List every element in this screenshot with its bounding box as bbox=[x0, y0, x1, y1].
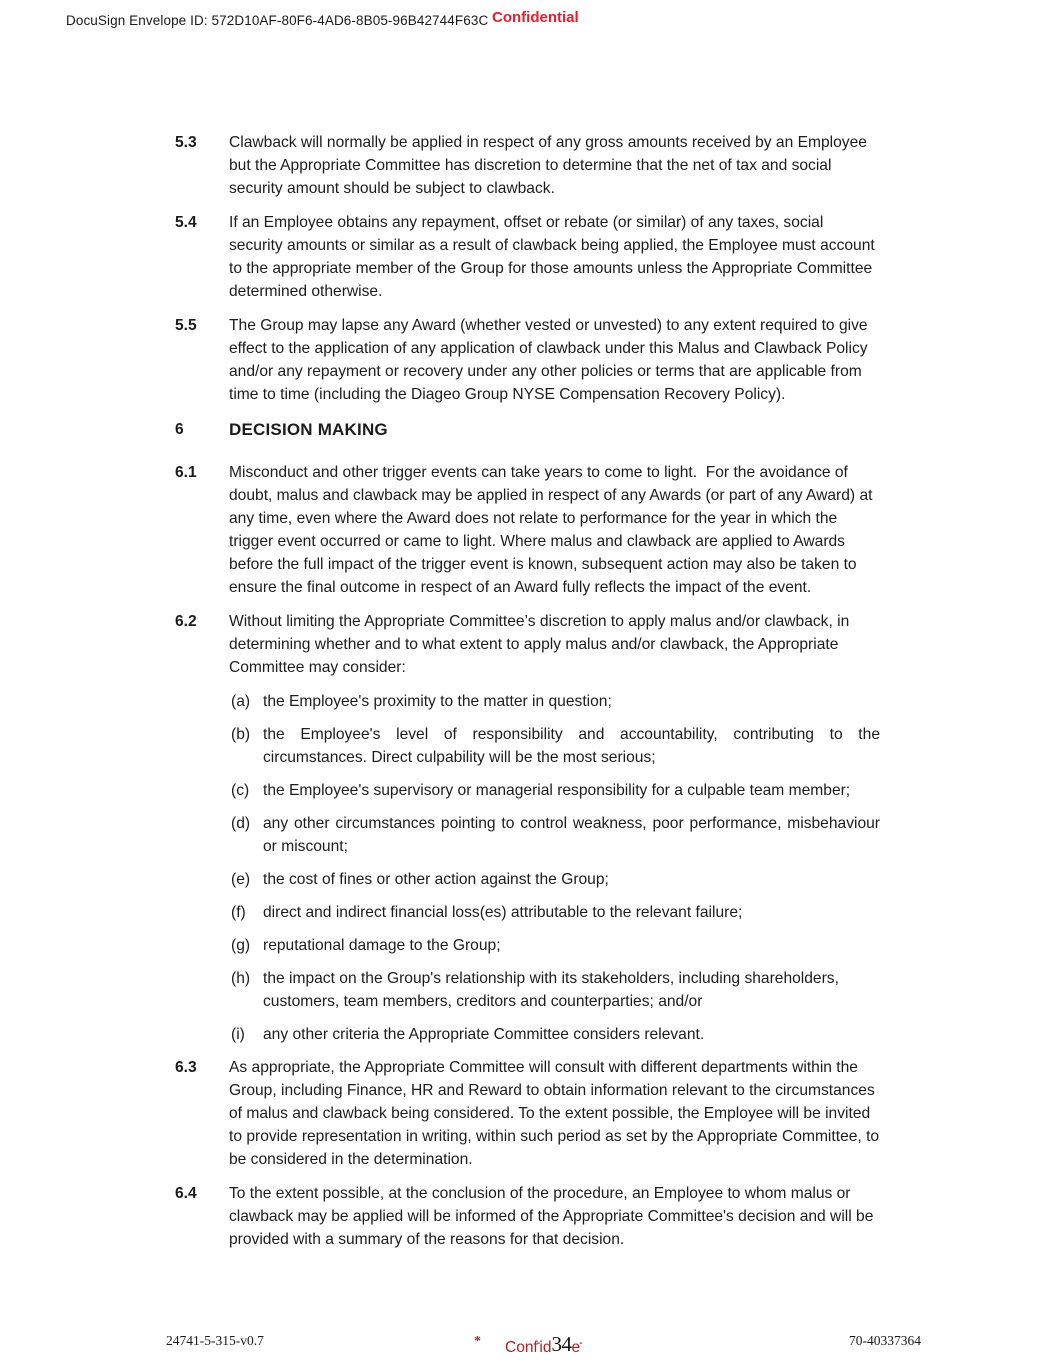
list-item-text: reputational damage to the Group; bbox=[263, 937, 501, 954]
footer-stamp-dash2: - bbox=[579, 1337, 583, 1349]
section-5-4 bbox=[175, 211, 880, 303]
section-text: Clawback will normally be applied in respect of any gross amounts received by an Employee but the Appropriate Committee has discretion to determine that the net of tax and social security amount should be subject to clawback. bbox=[229, 134, 867, 197]
list-item-text: the Employee's level of responsibility and accountability, contributing to the circumstances. Direct culpability will be the most serious; bbox=[263, 726, 880, 766]
list-item-text: any other circumstances pointing to control weakness, poor performance, misbehaviour or miscount; bbox=[263, 815, 880, 855]
section-6-1 bbox=[175, 461, 880, 599]
list-item-text: direct and indirect financial loss(es) attributable to the relevant failure; bbox=[263, 904, 743, 921]
section-number: 6.1 bbox=[175, 464, 197, 481]
section-6-3 bbox=[175, 1056, 880, 1171]
list-item-text: the impact on the Group's relationship with its stakeholders, including shareholders, customers, team members, creditors and counterparties; and/or bbox=[263, 970, 839, 1010]
section-text: If an Employee obtains any repayment, offset or rebate (or similar) of any taxes, social security amounts or similar as a result of clawback being applied, the Employee must account to the appropriate member of the Group for those amounts unless the Appropriate Committee determined otherwise. bbox=[229, 214, 875, 300]
section-number: 6.4 bbox=[175, 1185, 197, 1202]
list-item-f bbox=[231, 901, 880, 924]
list-marker: (g) bbox=[231, 937, 251, 954]
section-5-5 bbox=[175, 314, 880, 406]
list-marker: (d) bbox=[231, 815, 251, 832]
confidential-stamp: Confidential bbox=[492, 9, 579, 26]
list-item-h bbox=[231, 967, 880, 1013]
section-number: 6.3 bbox=[175, 1059, 197, 1076]
footer-stamp-part3: e bbox=[571, 1339, 581, 1356]
section-number: 5.5 bbox=[175, 317, 197, 334]
footer-document-reference: 24741-5-315-v0.7 bbox=[166, 1333, 264, 1348]
list-item-i bbox=[231, 1023, 880, 1046]
list-marker: (c) bbox=[231, 782, 250, 799]
section-5-3 bbox=[175, 131, 880, 200]
consideration-list bbox=[231, 690, 880, 1046]
list-marker: (h) bbox=[231, 970, 251, 987]
section-number: 6 bbox=[175, 421, 184, 438]
list-marker: (f) bbox=[231, 904, 246, 921]
section-text: As appropriate, the Appropriate Committee will consult with different departments within the Group, including Finance, HR and Reward to obtain information relevant to the circumstances of malus and clawback being considered. To the extent possible, the Employee will be invited to provide representation in writing, within such period as set by the Appropriate Committee, to be considered in the determination. bbox=[229, 1059, 880, 1168]
footer-document-number: 70-40337364 bbox=[849, 1333, 921, 1348]
list-item-d bbox=[231, 812, 880, 858]
section-number: 5.3 bbox=[175, 134, 197, 151]
section-heading: DECISION MAKING bbox=[229, 420, 388, 439]
footer-stamp-part2: id bbox=[539, 1339, 552, 1356]
document-body bbox=[175, 131, 880, 1262]
list-item-text: the cost of fines or other action against the Group; bbox=[263, 871, 609, 888]
list-marker: (e) bbox=[231, 871, 251, 888]
list-item-b bbox=[231, 723, 880, 769]
list-item-c bbox=[231, 779, 880, 802]
list-marker: (i) bbox=[231, 1026, 245, 1043]
footer-stamp-dash1: - bbox=[536, 1337, 541, 1349]
docusign-envelope-id: DocuSign Envelope ID: 572D10AF-80F6-4AD6-8B05-96B42744F63C bbox=[66, 13, 489, 28]
list-item-a bbox=[231, 690, 880, 713]
footer-confidential-page-overlap bbox=[505, 1332, 582, 1357]
section-6-heading-row bbox=[175, 418, 880, 441]
section-6-4 bbox=[175, 1182, 880, 1251]
section-text: To the extent possible, at the conclusion of the procedure, an Employee to whom malus or clawback may be applied will be informed of the Appropriate Committee's decision and will be provided with a summary of the reasons for that decision. bbox=[229, 1185, 874, 1248]
list-item-text: the Employee's supervisory or managerial responsibility for a culpable team member; bbox=[263, 782, 851, 799]
footer-stamp-part1: Conf bbox=[505, 1339, 538, 1356]
list-item-g bbox=[231, 934, 880, 957]
footer-page-number: 34 bbox=[551, 1332, 572, 1356]
section-number: 5.4 bbox=[175, 214, 197, 231]
footer-asterisk: * bbox=[474, 1334, 481, 1349]
section-number: 6.2 bbox=[175, 613, 197, 630]
list-marker: (a) bbox=[231, 693, 251, 710]
list-item-e bbox=[231, 868, 880, 891]
section-text: Without limiting the Appropriate Committee’s discretion to apply malus and/or clawback, in determining whether and to what extent to apply malus and/or clawback, the Appropriate Committee may consider: bbox=[229, 613, 850, 676]
section-text: The Group may lapse any Award (whether vested or unvested) to any extent required to give effect to the application of any application of clawback under this Malus and Clawback Policy and/or any repayment or recovery under any other policies or terms that are applicable from time to time (including the Diageo Group NYSE Compensation Recovery Policy). bbox=[229, 317, 868, 403]
list-marker: (b) bbox=[231, 726, 251, 743]
list-item-text: the Employee's proximity to the matter in question; bbox=[263, 693, 612, 710]
section-text: Misconduct and other trigger events can take years to come to light. For the avoidance of doubt, malus and clawback may be applied in respect of any Awards (or part of any Award) at any time, even where the Award does not relate to performance for the year in which the trigger event occurred or came to light. Where malus and clawback are applied to Awards before the full impact of the trigger event is known, subsequent action may also be taken to ensure the final outcome in respect of an Award fully reflects the impact of the event. bbox=[229, 464, 873, 596]
section-6-2 bbox=[175, 610, 880, 679]
list-item-text: any other criteria the Appropriate Committee considers relevant. bbox=[263, 1026, 705, 1043]
